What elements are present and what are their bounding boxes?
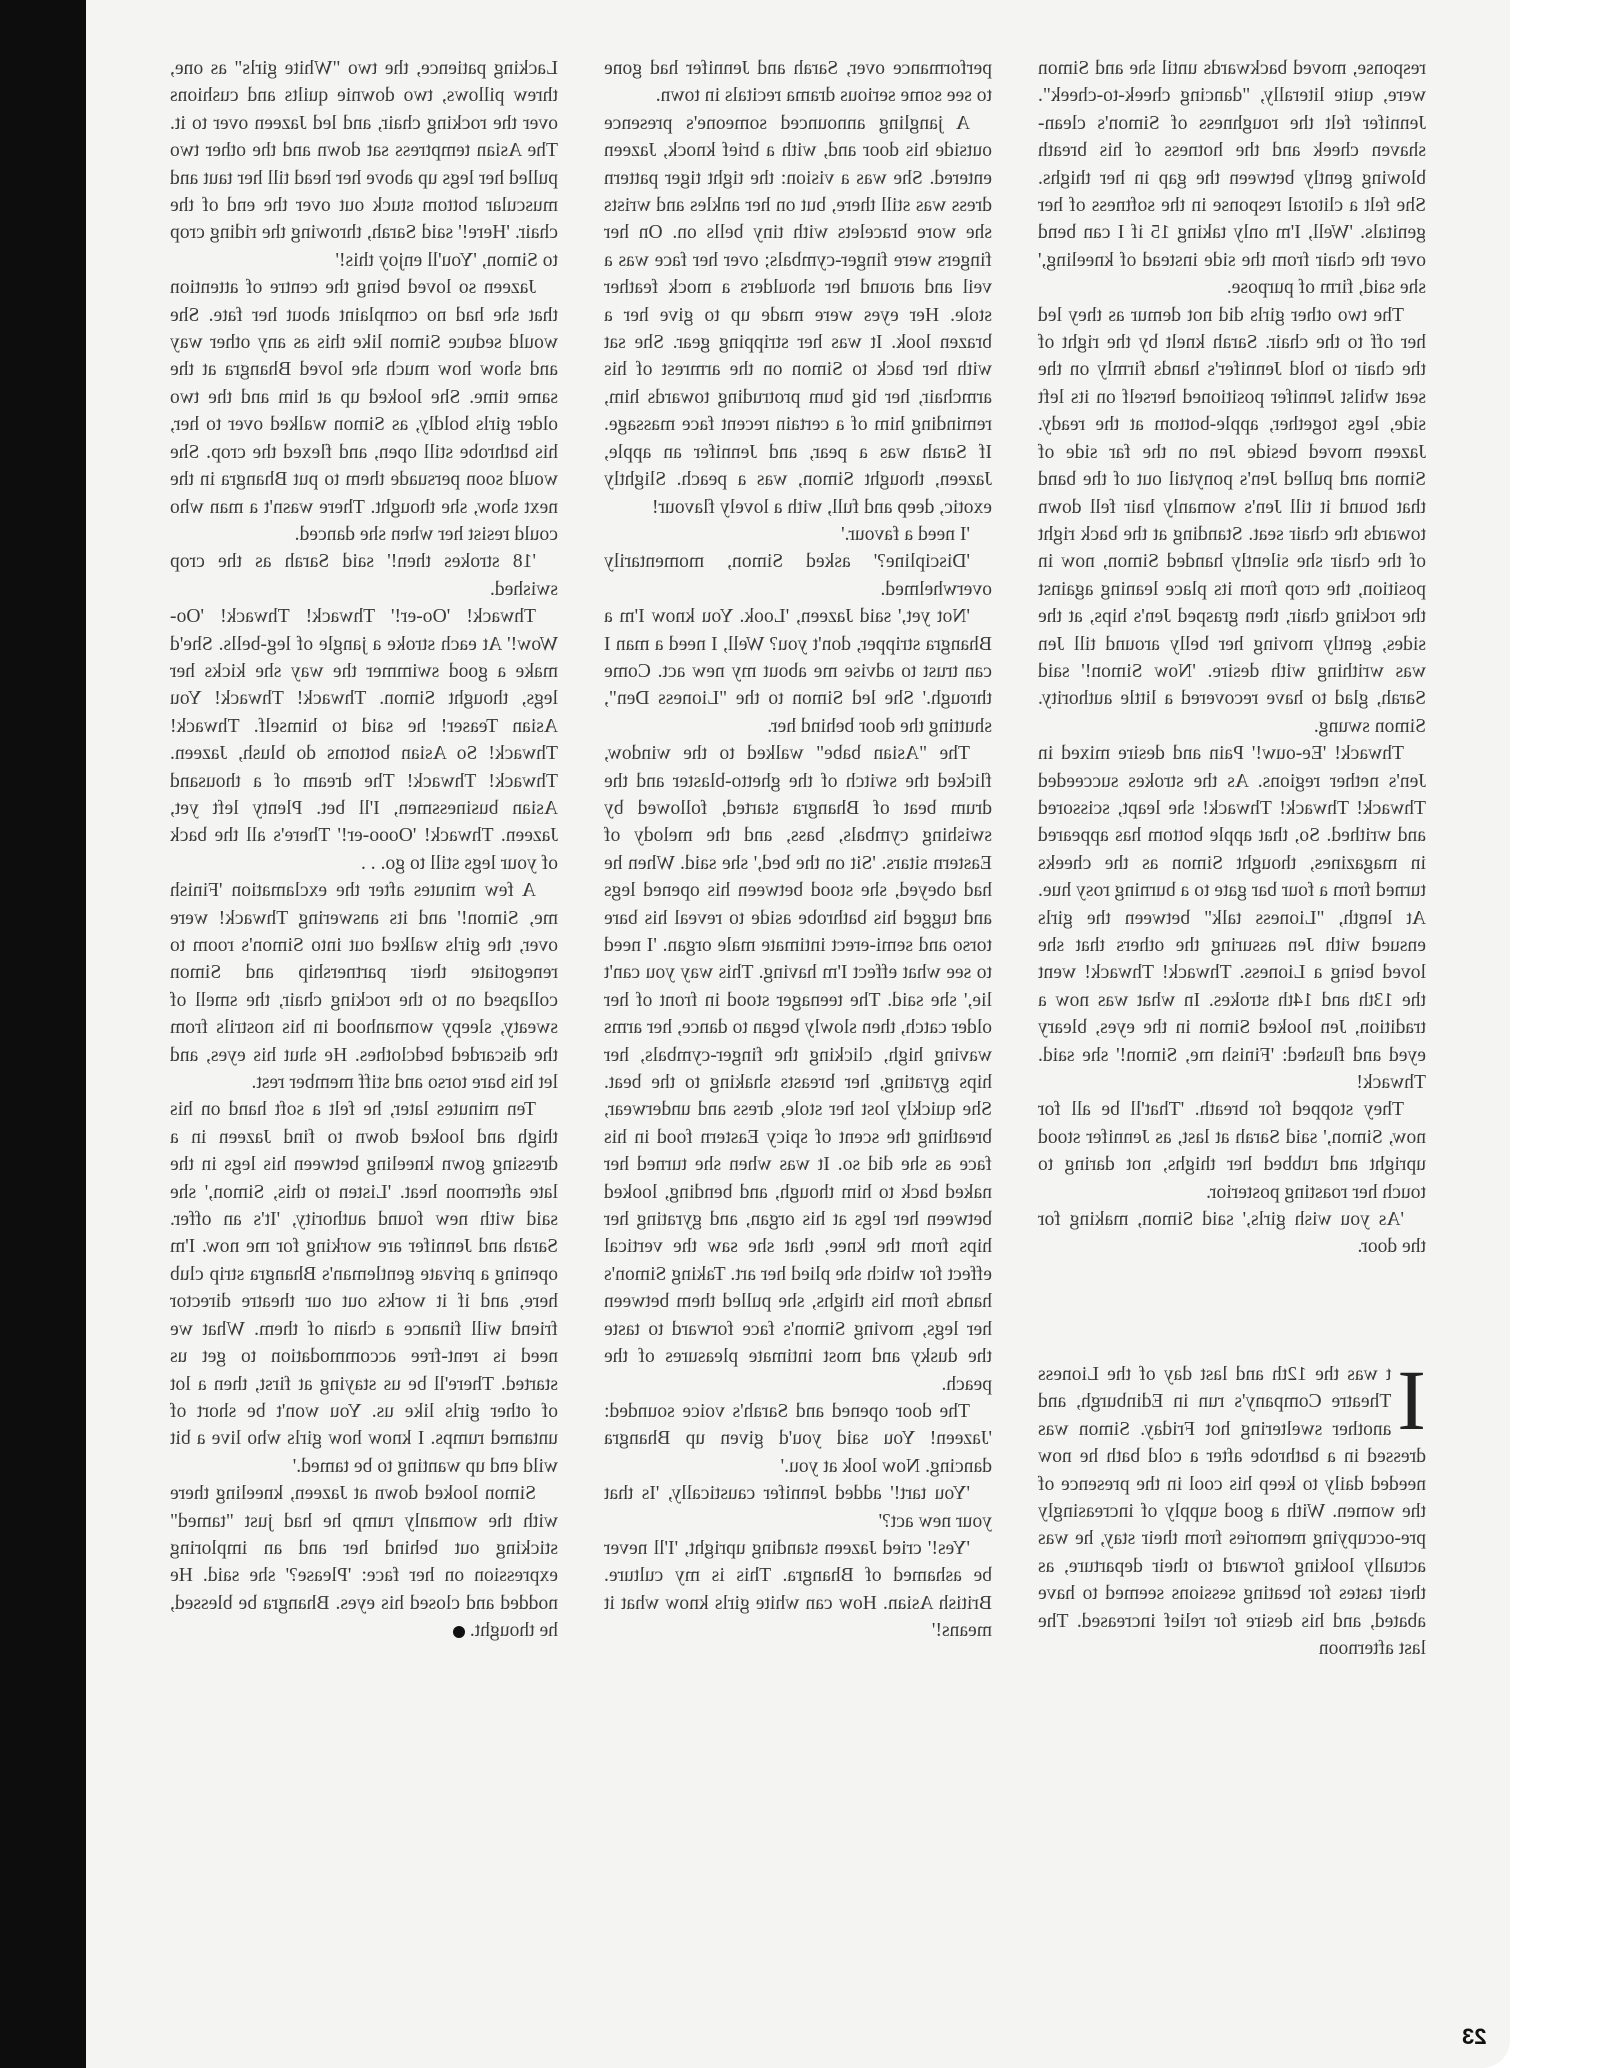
text-columns <box>170 55 1426 2015</box>
paragraph: The "Asian babe" walked to the window, flicked the switch of the ghetto-blaster and the drum beat of Bhangra started, followed by swishing cymbals, bass, and the melody of Eastern sitars. 'Sit on the bed,' she said. When he had obeyed, she stood between his opened legs and tugged his bathrobe aside to reveal his bare torso and semi-erect intimate male organ. 'I need to see what effect I'm having. This way you can't lie,' she said. The teenager stood in front of her older catch, then slowly began to dance, her arms waving high, clicking the finger-cymbals, her hips gyrating, her breasts shaking to the beat. She quickly lost her stole, dress and underwear, breathing the scent of spicy Eastern food in his face as she did so. It was when she turned her naked back to him though, and bending, looked between her legs at his organ, and gyrating her hips from the knee, that she saw the vertical effect for which she plied her art. Taking Simon's hands from his thighs, she pulled them between her legs, moving Simon's face forward to taste the dusky and most intimate pleasures of the peach. <box>604 743 992 1395</box>
paragraph <box>170 1480 558 1644</box>
section-break <box>1038 1261 1426 1361</box>
column-1 <box>1038 55 1426 2015</box>
paragraph: The two other girls did not demur as they led her off to the chair. Sarah knelt by the right of the chair to hold Jennifer's hands firmly on the seat whilst Jennifer positioned herself on its left side, legs together, apple-bottom at the ready. Jazeen moved beside Jen on the far side of Simon and pulled Jen's ponytail out of the band that bound it till Jen's womanly hair fell down towards the chair seat. Standing at the back right of the chair she silently handed Simon, now in position, the crop from its place leaning against the rocking chair, then grasped Jen's hips, at the sides, gently moving her belly around till Jen was writhing with desire. 'Now Simon!' said Sarah, glad to have recovered a little authority. Simon swung. <box>1038 304 1426 737</box>
paragraph: 'Not yet,' said Jazeen, 'Look. You know I'm a Bhangra stripper, don't you? Well, I need a man I can trust to advise me about my new act. Come through.' She led Simon to the "Lioness Den", shutting the door behind her. <box>604 606 992 737</box>
column-2 <box>604 55 992 2015</box>
paragraph: The door opened and Sarah's voice sounded: 'Jazeen! You said you'd given up Bhangra dancing. Now look at you.' <box>604 1400 992 1477</box>
paragraph: response, moved backwards until she and Simon were, quite literally, "dancing cheek-to-cheek". Jennifer felt the roughness of Simon's clean-shaven cheek and the hotness of his breath blowing gently between the gap in her thighs. She felt a clitoral response in the softness of her genitals. 'Well, I'm only taking 15 if I can bend over the chair from the side instead of kneeling,' she said, firm of purpose. <box>1038 58 1426 299</box>
paragraph: 'You tart!' added Jennifer caustically, 'Is that your new act?' <box>604 1483 992 1532</box>
paragraph: 'As you wish girls,' said Simon, making for the door. <box>1038 1209 1426 1258</box>
end-mark-icon <box>453 1626 465 1638</box>
paragraph: Thwack! 'Oo-er!' Thwack! Thwack! 'Oo-Wow!' At each stroke a jangle of leg-bells. She'd make a good swimmer the way she kicks her legs, thought Simon. Thwack! Thwack! You Asian Teaser! he said to himself. Thwack! Thwack! So Asian bottoms do blush, Jazeen. Thwack! Thwack! The dream of a thousand Asian businessmen, I'll bet. Plenty left yet, Jazeen. Thwack! 'Oooo-er!' There's all the back of your legs still to go. . . <box>170 606 558 874</box>
paragraph: 'Yes!' cried Jazeen standing upright, 'I'll never be ashamed of Bhangra. This is my culture. British Asian. How can white girls know what it means!' <box>604 1537 992 1642</box>
paragraph: '18 strokes then!' said Sarah as the crop swished. <box>170 551 558 600</box>
paragraph: Jazeen so loved being the centre of attention that she had no complaint about her fate. She would seduce Simon like this as any other way and show how much she loved Bhangra at the same time. She looked up at him and the two older girls boldly, as Simon walked over to her, his bathrobe still open, and flexed the crop. She would soon persuade them to put Bhangra in the next show, she thought. There wasn't a man who could resist her when she danced. <box>170 277 558 545</box>
paragraph: A jangling announced someone's presence outside his door and, with a brief knock, Jazeen entered. She was a vision: the tight tiger pattern dress was still there, but on her ankles and wrists she wore bracelets with tiny bells on. On her fingers were finger-cymbals; over her face was a veil and around her shoulders a mock feather stole. Her eyes were made up to give her a brazen look. It was her stripping gear. She sat with her back to Simon on the armrest of his armchair, her big bum protruding towards him, reminding him of a certain recent face massage. If Sarah was a pear, and Jennifer an apple, Jazeen, thought Simon, was a peach. Slightly exotic, deep and full, with a lovely flavour! <box>604 112 992 518</box>
paragraph-text: Simon looked down at Jazeen, kneeling there with the womanly rump he had just "tamed" sticking out behind her and an imploring expression on her face: 'Please?' she said. He nodded and closed his eyes. Bhangra be blessed, he thought. <box>170 1483 558 1642</box>
paragraph: Ten minutes later, he felt a soft hand on his thigh and looked down to find Jazeen in a dressing gown kneeling between his legs in the late afternoon heat. 'Listen to this, Simon,' she said with new found authority, 'It's an offer. Sarah and Jennifer are working for me now. I'm opening a private gentleman's Bhangra strip club here, and if it works out our theatre director friend will finance a chain of them. What we need is rent-free accommodation to get us started. There'll be us staying at first, then a lot of other girls like us. You won't be short of untamed rumps. I know how girls who live a bit wild end up wanting to be tamed.' <box>170 1099 558 1477</box>
scan-edge <box>0 0 86 2068</box>
paragraph: Lacking patience, the two "White girls" as one, threw pillows, two downie quilts and cushions over the rocking chair, and led Jazeen over to it. The Asian temptress sat down and the other two pulled her legs up above her head till her taut and muscular bottom stuck out over the end of the chair. 'Here!' said Sarah, throwing the riding crop to Simon, 'You'll enjoy this!' <box>170 58 558 271</box>
paragraph: They stopped for breath. 'That'll be all for now, Simon,' said Sarah at last, as Jennifer stood upright and rubbed her thighs, not daring to touch her roasting posterior. <box>1038 1099 1426 1203</box>
paragraph-dropcap <box>1038 1351 1426 1662</box>
column-3 <box>170 55 558 2015</box>
paragraph: 'Discipline?' asked Simon, momentarily overwhelmed. <box>604 551 992 600</box>
paragraph: Thwack! 'Ee-ouw!' Pain and desire mixed in Jen's nether regions. As the strokes succeeded Thwack! Thwack! Thwack! she leapt, scissored and writhed. So, that apple bottom has appeared in magazines, thought Simon as the cheeks turned from a four bar gate to a burning rosy hue. At length, "Lioness talk" between the girls ensued with Jen assuring the others that she loved being a Lioness. Thwack! Thwack! went the 13th and 14th strokes. In what was now a tradition, Jen looked Simon in the eyes, bleary eyed and flushed: 'Finish me, Simon!' she said. Thwack! <box>1038 743 1426 1094</box>
paragraph: performance over, Sarah and Jennifer had gone to see some serious drama recitals in town. <box>604 58 992 107</box>
paragraph: 'I need a favour.' <box>841 523 970 545</box>
drop-cap: I <box>1397 1351 1426 1448</box>
paragraph: A few minutes after the exclamation 'Finish me, Simon!' and its answering Thwack! were over, the girls walked out into Simon's room to renegotiate their partnership and Simon collapsed on to the rocking chair, the smell of sweaty, sleepy womanhood in his nostrils from the discarded bedclothes. He shut his eyes, and let his bare torso and stiff member rest. <box>170 880 558 1094</box>
magazine-page <box>86 0 1510 2068</box>
page-number: 23 <box>1461 2024 1486 2049</box>
mirrored-content <box>86 0 1510 2068</box>
paragraph-text: t was the 12th and last day of the Lioness Theatre Company's run in Edinburgh, and another sweltering hot Friday. Simon was dressed in a bathrobe after a cold bath he now needed daily to keep his cool in the presence of the women. With a good supply of increasingly pre-occupying memories from their stay, he was actually looking forward to their departure, as their tastes for beating sessions seemed to have abated, and his desire for relief increased. The last afternoon <box>1038 1363 1426 1659</box>
